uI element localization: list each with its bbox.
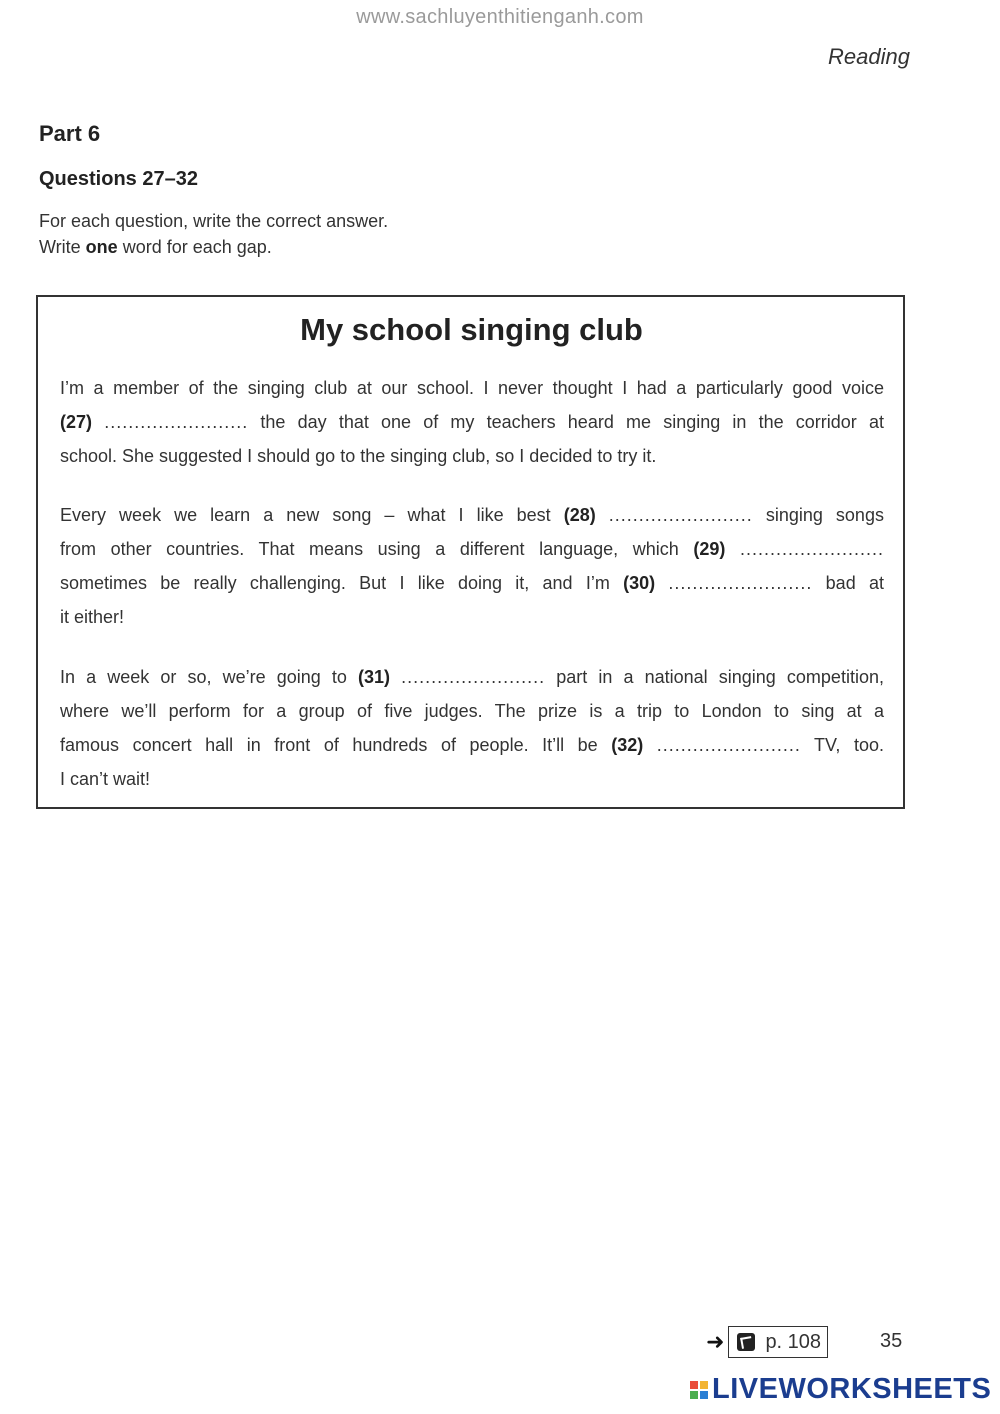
paragraph-1 <box>60 371 884 473</box>
text-segment: Every week we learn a new song – what I like best <box>60 505 551 525</box>
text-segment: bad at <box>825 573 884 593</box>
brand-name: LIVEWORKSHEETS <box>712 1373 992 1405</box>
text-segment: sometimes be really challenging. But I like doing it, and I’m <box>60 573 610 593</box>
gap-28[interactable]: ........................ <box>608 505 753 525</box>
gap-27[interactable]: ........................ <box>104 412 249 432</box>
section-label: Reading <box>828 44 910 69</box>
paragraph-2-line-3 <box>60 566 884 600</box>
text-title: My school singing club <box>300 312 643 347</box>
text-segment: part in a national singing competition, <box>556 667 884 687</box>
paragraph-2 <box>60 498 884 634</box>
paragraph-3-line-1 <box>60 660 884 694</box>
logo-square <box>690 1381 698 1389</box>
logo-square <box>700 1391 708 1399</box>
liveworksheets-logo-icon <box>690 1381 708 1399</box>
text-segment: singing songs <box>765 505 884 525</box>
text-segment: from other countries. That means using a different language, which <box>60 539 679 559</box>
gap-number-28: (28) <box>563 505 596 525</box>
gap-29[interactable]: ........................ <box>739 539 884 559</box>
text-segment: famous concert hall in front of hundreds of people. It’ll be <box>60 735 598 755</box>
text-segment: In a week or so, we’re going to <box>60 667 347 687</box>
gap-number-32: (32) <box>611 735 644 755</box>
page-reference-text: p. 108 <box>765 1330 822 1353</box>
paragraph-1-line-2 <box>60 405 884 439</box>
instruction-line-2 <box>39 237 272 258</box>
source-url: www.sachluyenthitienganh.com <box>356 6 644 28</box>
gap-30[interactable]: ........................ <box>668 573 813 593</box>
paragraph-2-line-1 <box>60 498 884 532</box>
paragraph-2-line-2 <box>60 532 884 566</box>
question-range: Questions 27–32 <box>39 168 198 190</box>
paragraph-1-line-3: school. She suggested I should go to the singing club, so I decided to try it. <box>60 446 657 466</box>
gap-number-29: (29) <box>693 539 726 559</box>
instruction-suffix: word for each gap. <box>117 237 272 257</box>
paragraph-1-line-1: I’m a member of the singing club at our school. I never thought I had a particularly good voice <box>60 378 884 398</box>
paragraph-3 <box>60 660 884 796</box>
answer-reference <box>706 1325 828 1359</box>
text-segment: the day that one of my teachers heard me singing in the corridor at <box>260 412 884 432</box>
instruction-line-1: For each question, write the correct answer. <box>39 211 389 231</box>
liveworksheets-brand <box>690 1373 991 1406</box>
instruction-emphasis: one <box>85 237 118 257</box>
page-reference-link[interactable] <box>728 1326 828 1358</box>
right-arrow-icon: ➜ <box>706 1329 725 1354</box>
reference-icon <box>737 1333 755 1351</box>
gap-31[interactable]: ........................ <box>401 667 546 687</box>
part-title: Part 6 <box>39 121 101 146</box>
logo-square <box>690 1391 698 1399</box>
gap-number-27: (27) <box>60 412 93 432</box>
instruction-prefix: Write <box>39 237 86 257</box>
page-number: 35 <box>880 1330 903 1352</box>
paragraph-2-line-4: it either! <box>60 607 125 627</box>
logo-square <box>700 1381 708 1389</box>
text-segment: TV, too. <box>814 735 884 755</box>
gap-32[interactable]: ........................ <box>656 735 801 755</box>
paragraph-3-line-2: where we’ll perform for a group of five judges. The prize is a trip to London to sing at a <box>60 701 884 721</box>
paragraph-3-line-3 <box>60 728 884 762</box>
gap-number-31: (31) <box>357 667 390 687</box>
paragraph-3-line-4: I can’t wait! <box>60 769 151 789</box>
gap-number-30: (30) <box>623 573 656 593</box>
